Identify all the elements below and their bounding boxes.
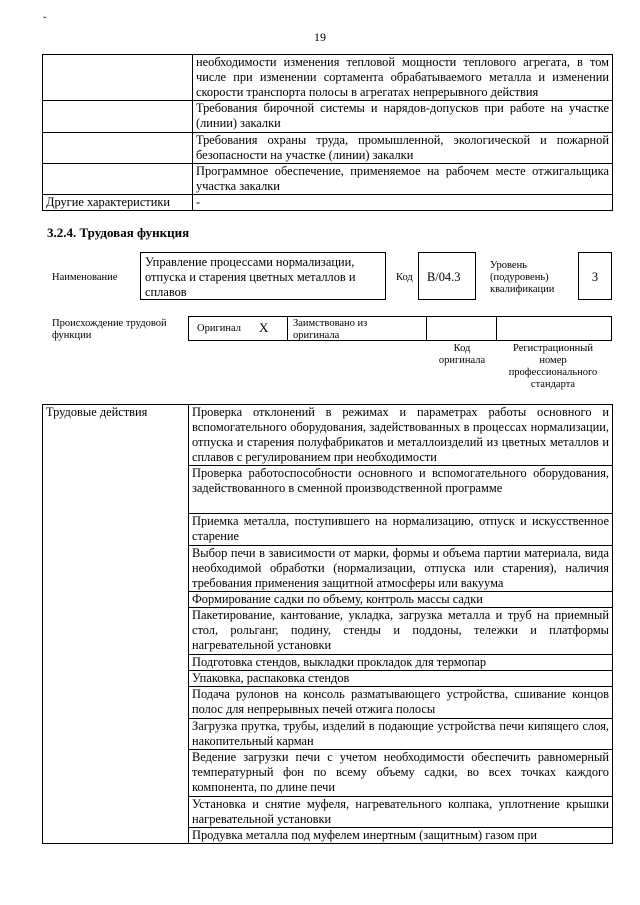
action-item: Упаковка, распаковка стендов — [189, 671, 613, 687]
divider — [426, 317, 427, 340]
empty-cell — [43, 55, 193, 101]
section-title: 3.2.4. Трудовая функция — [47, 225, 190, 240]
characteristics-table — [42, 54, 613, 211]
empty-cell — [43, 164, 193, 195]
knowledge-item: необходимости изменения тепловой мощности теплового агрегата, в том числе при изменении сортамента обрабатываемого металла и изменении скорости транспорта полосы в агрегатах непрерывного действия — [193, 55, 613, 101]
action-item: Выбор печи в зависимости от марки, формы и объема партии материала, вида необходимой обработки (нормализации, отпуска или старения), наличия требования применения защитной атмосферы или вакуума — [189, 546, 613, 592]
level-label: Уровень (подуровень) квалификации — [490, 260, 555, 295]
divider — [287, 317, 288, 340]
action-item: Формирование садки по объему, контроль массы садки — [189, 592, 613, 608]
action-item: Пакетирование, кантование, укладка, загрузка металла и труб на приемный стол, рольганг, подину, стенды и поддоны, тележки и платформы нагревательной установки — [189, 608, 613, 655]
action-item: Подготовка стендов, выкладки прокладок для термопар — [189, 655, 613, 671]
knowledge-item: Требования охраны труда, промышленной, экологической и пожарной безопасности на участке (линии) закалки — [193, 133, 613, 164]
name-label: Наименование — [52, 272, 118, 283]
table-row — [43, 164, 613, 195]
original-label: Оригинал — [197, 323, 241, 334]
action-item: Проверка работоспособности основного и вспомогательного оборудования, задействованного в сменной производственной программе — [189, 466, 613, 514]
actions-table — [42, 404, 613, 844]
knowledge-item: Программное обеспечение, применяемое на рабочем месте отжигальщика участка закалки — [193, 164, 613, 195]
empty-cell — [43, 101, 193, 133]
table-row — [43, 195, 613, 211]
table-row — [43, 101, 613, 133]
knowledge-item: Требования бирочной системы и нарядов-допусков при работе на участке (линии) закалки — [193, 101, 613, 133]
action-item: Ведение загрузки печи с учетом необходимости обеспечить равномерный температурный фон по всему объему садки, во всех точках каждого компонента, по длине печи — [189, 750, 613, 797]
action-item: Приемка металла, поступившего на нормализацию, отпуск и искусственное старение — [189, 514, 613, 546]
other-characteristics-label: Другие характеристики — [43, 195, 193, 211]
code-caption: Код оригинала — [438, 343, 486, 366]
action-item: Подача рулонов на консоль разматывающего устройства, сшивание концов полос для непрерывных печей отжига полосы — [189, 687, 613, 719]
action-item: Загрузка прутка, трубы, изделий в подающие устройства печи кипящего слоя, накопительный карман — [189, 719, 613, 750]
page-number: 19 — [314, 30, 326, 44]
action-item: Продувка металла под муфелем инертным (защитным) газом при — [189, 828, 613, 844]
corner-mark: ˇ — [43, 16, 47, 27]
divider — [496, 317, 497, 340]
code-label: Код — [396, 272, 413, 283]
table-row — [43, 55, 613, 101]
action-item: Проверка отклонений в режимах и параметрах работы основного и вспомогательного оборудования, задействованных в процессах нормализации, отпуска и старения полуфабрикатов и металлоизделий из цветных металлов и сплавов с регулированием при необходимости — [189, 405, 613, 466]
empty-cell — [43, 133, 193, 164]
borrowed-label: Заимствовано из оригинала — [293, 318, 368, 341]
origin-box — [188, 316, 612, 341]
reg-caption: Регистрационный номер профессионального стандарта — [508, 343, 598, 390]
action-item: Установка и снятие муфеля, нагревательного колпака, уплотнение крышки нагревательной установки — [189, 797, 613, 828]
original-mark: X — [259, 320, 269, 335]
actions-label: Трудовые действия — [43, 405, 189, 844]
function-name: Управление процессами нормализации, отпуска и старения цветных металлов и сплавов — [140, 252, 386, 300]
other-characteristics-value: - — [193, 195, 613, 211]
table-row — [43, 405, 613, 466]
table-row — [43, 133, 613, 164]
code-value: B/04.3 — [418, 252, 476, 300]
origin-label: Происхождение трудовой функции — [52, 318, 167, 341]
level-value: 3 — [578, 252, 612, 300]
